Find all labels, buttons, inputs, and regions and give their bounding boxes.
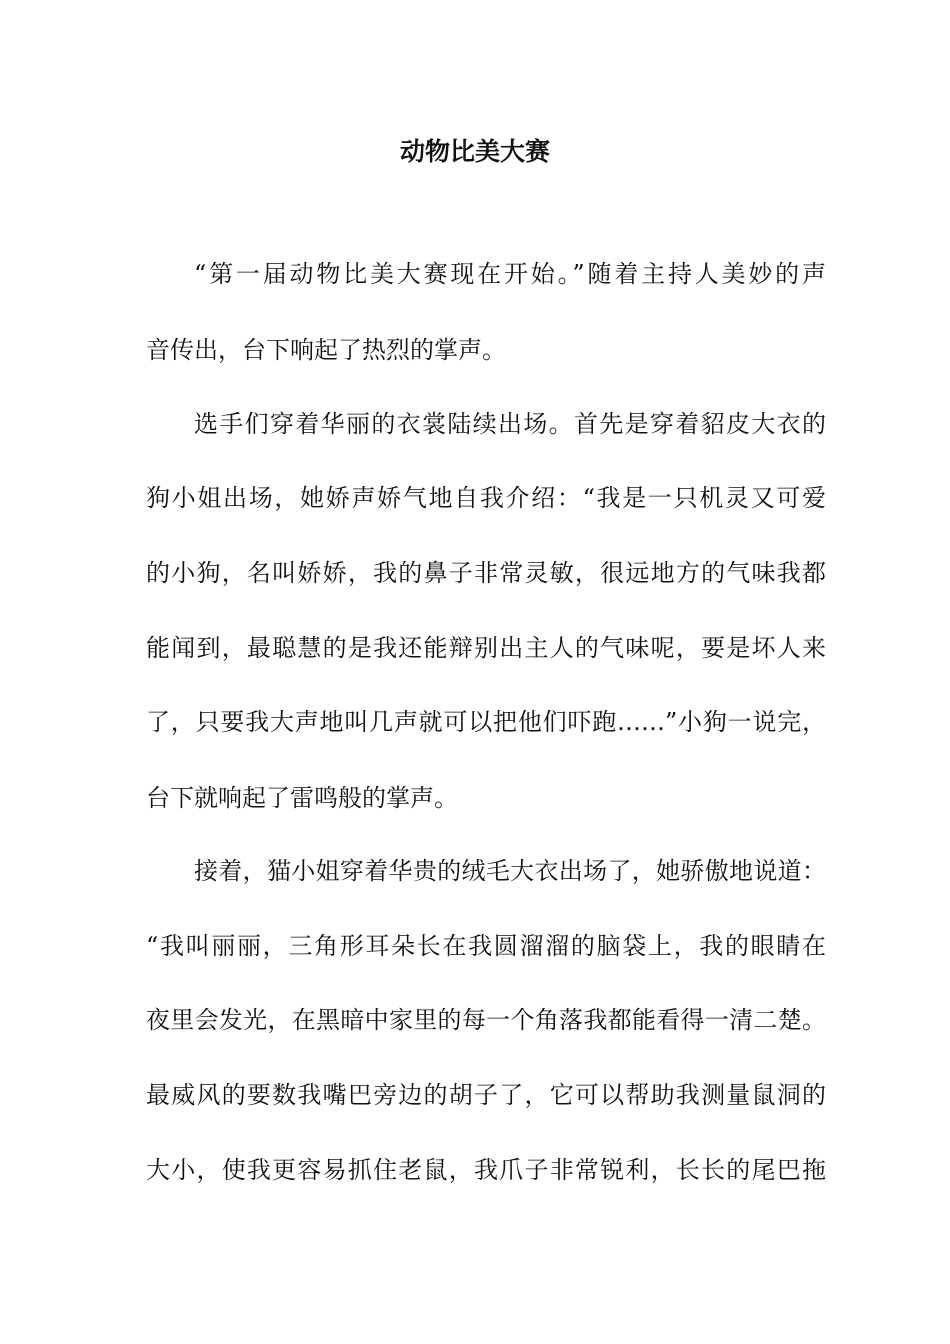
text-line: 狗小姐出场，她娇声娇气地自我介绍：“我是一只机灵又可爱 (146, 484, 826, 512)
text-line: 夜里会发光，在黑暗中家里的每一个角落我都能看得一清二楚。 (146, 1006, 826, 1034)
text-line: 的小狗，名叫娇娇，我的鼻子非常灵敏，很远地方的气味我都 (146, 559, 826, 587)
text-line: 大小，使我更容易抓住老鼠，我爪子非常锐利，长长的尾巴拖 (146, 1156, 826, 1184)
text-line: 音传出，台下响起了热烈的掌声。 (146, 336, 506, 364)
text-line: 了，只要我大声地叫几声就可以把他们吓跑……”小狗一说完， (146, 708, 826, 736)
text-line: “第一届动物比美大赛现在开始。”随着主持人美妙的声 (194, 260, 826, 288)
text-line: “我叫丽丽，三角形耳朵长在我圆溜溜的脑袋上，我的眼睛在 (146, 932, 826, 960)
text-line: 选手们穿着华丽的衣裳陆续出场。首先是穿着貂皮大衣的 (194, 410, 826, 438)
text-line: 接着，猫小姐穿着华贵的绒毛大衣出场了，她骄傲地说道： (194, 857, 826, 885)
document-title: 动物比美大赛 (399, 137, 550, 166)
text-line: 能闻到，最聪慧的是我还能辩别出主人的气味呢，要是坏人来 (146, 634, 826, 662)
text-line: 台下就响起了雷鸣般的掌声。 (146, 784, 458, 812)
text-line: 最威风的要数我嘴巴旁边的胡子了，它可以帮助我测量鼠洞的 (146, 1081, 826, 1109)
